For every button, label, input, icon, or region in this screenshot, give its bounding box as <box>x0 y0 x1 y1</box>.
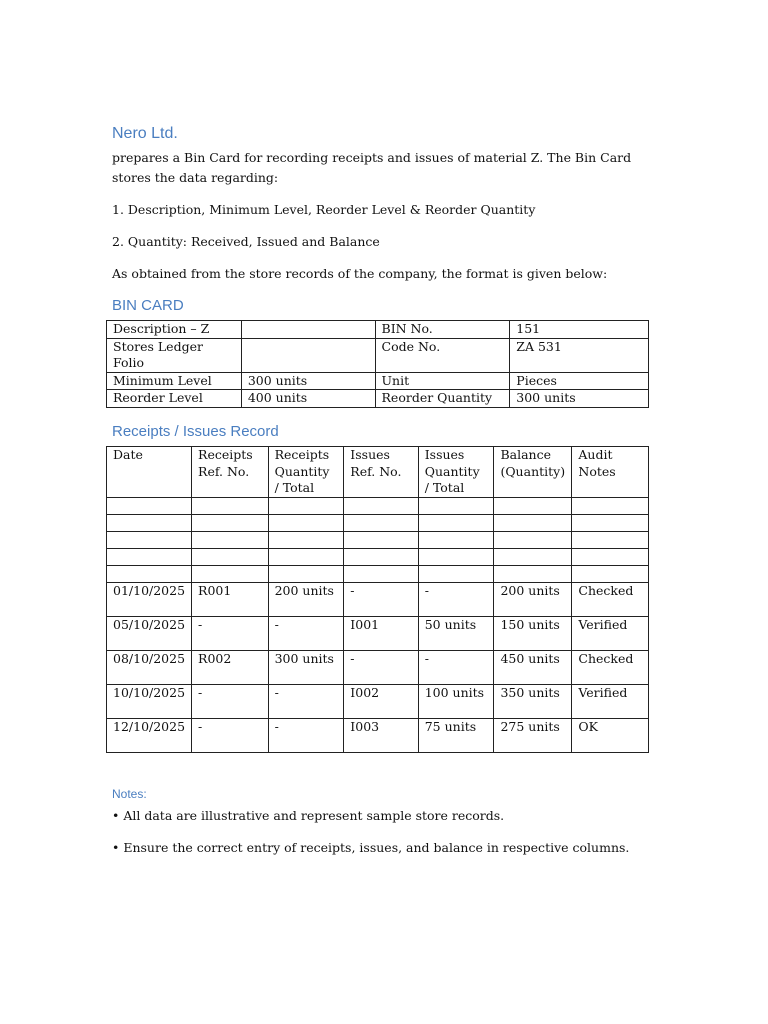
blank-cell <box>268 532 344 549</box>
receipts-ref-cell: - <box>192 685 269 719</box>
blank-cell <box>192 566 269 583</box>
notes-heading: Notes: <box>112 787 147 801</box>
bin-cell: Description – Z <box>107 321 242 339</box>
issues-ref-cell: - <box>344 583 418 617</box>
receipts-qty-cell: - <box>268 617 344 651</box>
issues-qty-cell: 50 units <box>418 617 494 651</box>
blank-cell <box>192 532 269 549</box>
blank-row <box>107 549 649 566</box>
audit-notes-cell: OK <box>572 719 649 753</box>
blank-cell <box>268 515 344 532</box>
bin-card-heading: BIN CARD <box>112 297 184 314</box>
balance-cell: 200 units <box>494 583 572 617</box>
issues-ref-cell: I002 <box>344 685 418 719</box>
table-row <box>107 719 649 753</box>
blank-cell <box>344 532 418 549</box>
date-cell: 08/10/2025 <box>107 651 192 685</box>
date-cell: 01/10/2025 <box>107 583 192 617</box>
receipts-ref-cell: R001 <box>192 583 269 617</box>
intro-paragraph: prepares a Bin Card for recording receipts and issues of material Z. The Bin Card stores the data regarding: <box>112 150 632 185</box>
blank-cell <box>572 566 649 583</box>
blank-cell <box>107 532 192 549</box>
issues-qty-cell: - <box>418 651 494 685</box>
point-2: 2. Quantity: Received, Issued and Balance <box>112 234 380 249</box>
bin-cell: 151 <box>510 321 649 339</box>
blank-cell <box>107 515 192 532</box>
bin-card-table <box>106 320 649 408</box>
audit-notes-cell: Checked <box>572 583 649 617</box>
bin-cell: BIN No. <box>375 321 510 339</box>
company-heading: Nero Ltd. <box>112 125 178 142</box>
bin-cell: 400 units <box>241 390 375 408</box>
receipts-qty-cell: - <box>268 685 344 719</box>
blank-row <box>107 532 649 549</box>
header-audit-notes: Audit Notes <box>572 447 649 498</box>
point-1: 1. Description, Minimum Level, Reorder Level & Reorder Quantity <box>112 202 536 217</box>
blank-cell <box>494 566 572 583</box>
blank-cell <box>192 498 269 515</box>
issues-qty-cell: 100 units <box>418 685 494 719</box>
blank-cell <box>107 549 192 566</box>
blank-cell <box>344 515 418 532</box>
issues-qty-cell: 75 units <box>418 719 494 753</box>
note-item-1: • All data are illustrative and represent sample store records. <box>112 808 505 823</box>
table-row <box>107 617 649 651</box>
blank-cell <box>268 498 344 515</box>
bin-cell: Reorder Level <box>107 390 242 408</box>
blank-cell <box>572 549 649 566</box>
note-item-2: • Ensure the correct entry of receipts, issues, and balance in respective columns. <box>112 840 630 855</box>
blank-cell <box>418 498 494 515</box>
blank-cell <box>344 549 418 566</box>
issues-qty-cell: - <box>418 583 494 617</box>
blank-cell <box>107 566 192 583</box>
receipts-ref-cell: R002 <box>192 651 269 685</box>
audit-notes-cell: Verified <box>572 685 649 719</box>
header-receipts-ref: Receipts Ref. No. <box>192 447 269 498</box>
bin-card-row <box>107 390 649 408</box>
blank-cell <box>344 566 418 583</box>
blank-cell <box>107 498 192 515</box>
date-cell: 05/10/2025 <box>107 617 192 651</box>
records-heading: Receipts / Issues Record <box>112 423 279 440</box>
bin-cell: 300 units <box>241 372 375 390</box>
blank-cell <box>418 532 494 549</box>
records-header-row <box>107 447 649 498</box>
bin-card-row <box>107 338 649 372</box>
balance-cell: 350 units <box>494 685 572 719</box>
blank-cell <box>418 515 494 532</box>
issues-ref-cell: I001 <box>344 617 418 651</box>
receipts-qty-cell: 200 units <box>268 583 344 617</box>
date-cell: 10/10/2025 <box>107 685 192 719</box>
table-row <box>107 583 649 617</box>
blank-cell <box>268 549 344 566</box>
records-table <box>106 446 649 753</box>
blank-cell <box>268 566 344 583</box>
bin-card-row <box>107 321 649 339</box>
audit-notes-cell: Checked <box>572 651 649 685</box>
receipts-ref-cell: - <box>192 617 269 651</box>
bin-card-row <box>107 372 649 390</box>
bin-cell: Reorder Quantity <box>375 390 510 408</box>
blank-cell <box>494 549 572 566</box>
receipts-ref-cell: - <box>192 719 269 753</box>
format-line: As obtained from the store records of the company, the format is given below: <box>112 266 608 281</box>
bin-cell: 300 units <box>510 390 649 408</box>
blank-cell <box>418 549 494 566</box>
bin-cell: Pieces <box>510 372 649 390</box>
header-issues-qty: Issues Quantity / Total <box>418 447 494 498</box>
blank-cell <box>572 515 649 532</box>
receipts-qty-cell: - <box>268 719 344 753</box>
bin-cell: Stores Ledger Folio <box>107 338 242 372</box>
audit-notes-cell: Verified <box>572 617 649 651</box>
bin-cell: Code No. <box>375 338 510 372</box>
bin-cell: ZA 531 <box>510 338 649 372</box>
header-receipts-qty: Receipts Quantity / Total <box>268 447 344 498</box>
blank-row <box>107 498 649 515</box>
blank-row <box>107 566 649 583</box>
issues-ref-cell: I003 <box>344 719 418 753</box>
blank-cell <box>418 566 494 583</box>
table-row <box>107 651 649 685</box>
issues-ref-cell: - <box>344 651 418 685</box>
table-row <box>107 685 649 719</box>
blank-cell <box>494 498 572 515</box>
blank-cell <box>192 515 269 532</box>
bin-cell: Unit <box>375 372 510 390</box>
header-date: Date <box>107 447 192 498</box>
balance-cell: 275 units <box>494 719 572 753</box>
blank-cell <box>344 498 418 515</box>
blank-cell <box>572 498 649 515</box>
blank-cell <box>572 532 649 549</box>
blank-cell <box>192 549 269 566</box>
bin-cell <box>241 321 375 339</box>
blank-cell <box>494 515 572 532</box>
balance-cell: 150 units <box>494 617 572 651</box>
bin-cell: Minimum Level <box>107 372 242 390</box>
header-issues-ref: Issues Ref. No. <box>344 447 418 498</box>
balance-cell: 450 units <box>494 651 572 685</box>
header-balance: Balance (Quantity) <box>494 447 572 498</box>
blank-row <box>107 515 649 532</box>
receipts-qty-cell: 300 units <box>268 651 344 685</box>
bin-cell <box>241 338 375 372</box>
blank-cell <box>494 532 572 549</box>
date-cell: 12/10/2025 <box>107 719 192 753</box>
